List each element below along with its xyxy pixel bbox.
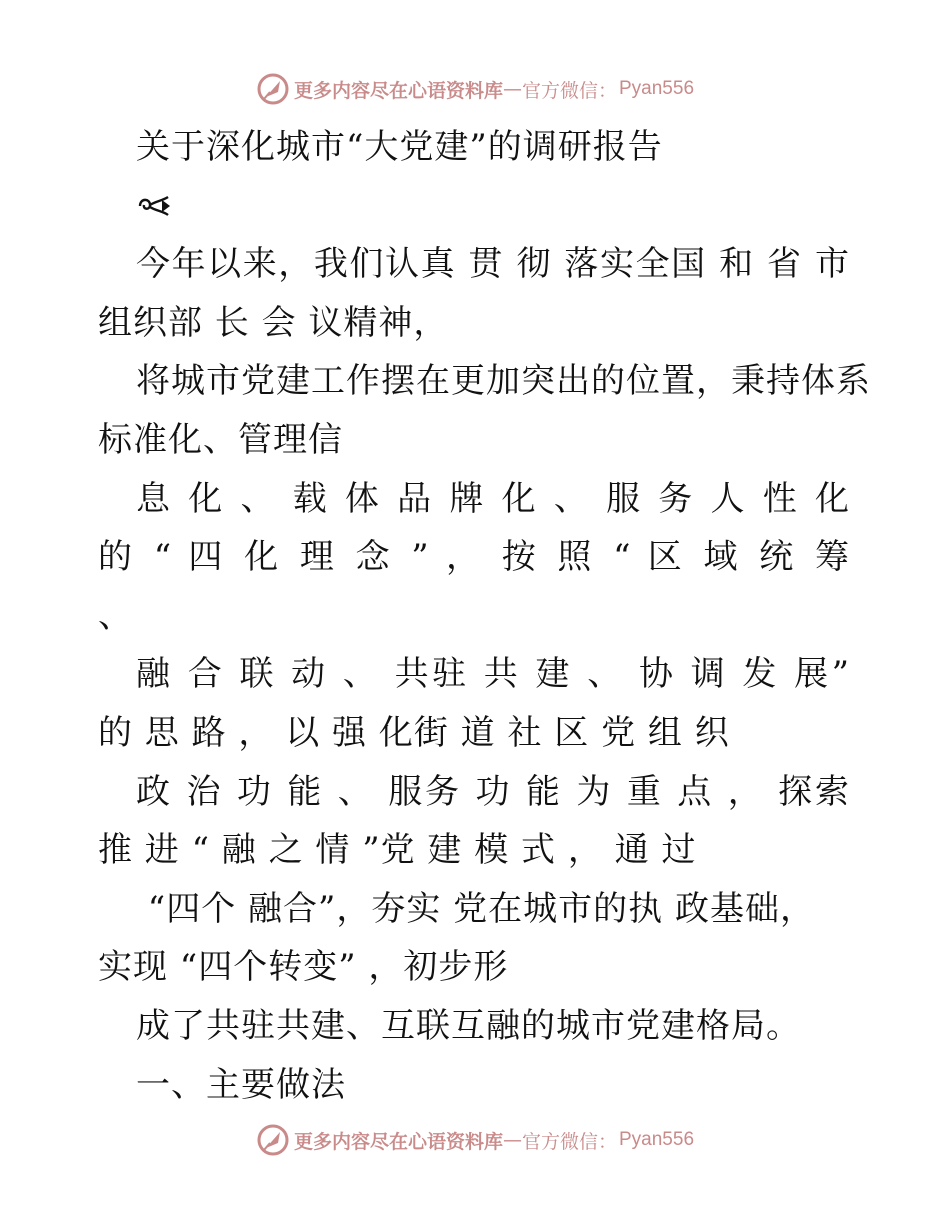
paragraph-line: 实现 “四个转变” ，初步形 [98,947,509,988]
paragraph-line: 将城市党建工作摆在更加突出的位置，秉持体系 [136,361,871,402]
header-watermark [0,72,950,106]
paragraph-line: 推 进 “ 融 之 情 ”党 建 模 式 ， 通 过 [98,830,697,871]
paragraph-line: 成了共驻共建、互联互融的城市党建格局。 [136,1005,801,1046]
fleuron-ornament-icon [136,191,172,221]
watermark-brand: 更多内容尽在心语资料库 [293,1130,503,1153]
ornament-row [98,177,850,236]
section-heading: 一、主要做法 [136,1064,346,1105]
paragraph-line: 、 [98,595,133,636]
paragraph-line: “四个 融合”，夯实 党在城市的执 政基础， [136,888,815,929]
paragraph-line: 的 “ 四 化 理 念 ” ， 按 照 “ 区 域 统 筹 [98,537,850,578]
paragraph-line: 今年以来，我们认真 贯 彻 落实全国 和 省 市 [136,244,850,285]
footer-watermark [0,1123,950,1157]
watermark-dash: — [502,78,522,100]
paragraph-line: 政 治 功 能 、 服务 功 能 为 重 点 ， 探索 [136,771,850,812]
watermark-brand: 更多内容尽在心语资料库 [293,79,503,102]
paragraph-line: 组织部 长 会 议精神， [98,302,449,343]
watermark-handle: Pyan556 [619,78,695,99]
paragraph-line: 标准化、管理信 [98,419,343,460]
watermark-official-label: 官方微信： [521,79,617,102]
watermark-dash: — [502,1129,522,1151]
watermark-handle: Pyan556 [619,1129,695,1150]
paragraph-line: 的 思 路 ， 以 强 化街 道 社 区 党 组 织 [98,712,730,753]
feather-pen-logo-icon [256,1123,290,1157]
watermark-official-label: 官方微信： [521,1130,617,1153]
paragraph-line: 息 化 、 载 体 品 牌 化 、 服 务 人 性 化 [136,478,850,519]
feather-pen-logo-icon [256,72,290,106]
paragraph-line: 融 合 联 动 、 共驻 共 建 、 协 调 发 展” [136,654,850,695]
document-title: 关于深化城市“大党建”的调研报告 [136,127,663,167]
document-body [98,118,871,1114]
